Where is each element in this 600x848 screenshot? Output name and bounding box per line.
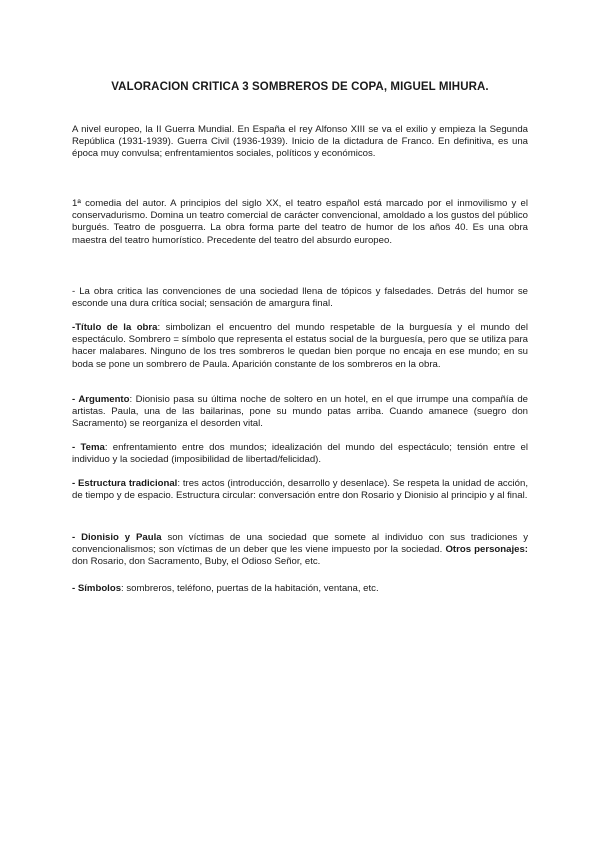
symbols-section	[72, 583, 528, 595]
structure-section	[72, 478, 528, 502]
title-section-text: : simbolizan el encuentro del mundo respetable de la burguesía y el mundo del espectáculo. Sombrero = símbolo que representa el estatus social de la burguesía, pero que se utiliza para hacer malabares. Ninguno de los tres sombreros le quedan bien porque no encaja en ese mundo; en su boda se pone un sombrero de Paula. Aparición constante de los sombreros en la obra.	[72, 322, 528, 370]
symbols-section-text: : sombreros, teléfono, puertas de la habitación, ventana, etc.	[121, 583, 379, 594]
characters-section	[72, 532, 528, 569]
argument-section-text: : Dionisio pasa su última noche de soltero en un hotel, en el que irrumpe una compañía de artistas. Paula, una de las bailarinas, pone su mundo patas arriba. Cuando amanece (suegro don Sacramento) se reorganiza el desorden vital.	[72, 394, 528, 430]
theme-section-text: : enfrentamiento entre dos mundos; idealización del mundo del espectáculo; tensión entre el individuo y la sociedad (imposibilidad de libertad/felicidad).	[72, 442, 528, 466]
structure-section-label: - Estructura tradicional	[72, 478, 178, 489]
structure-section-text: : tres actos (introducción, desarrollo y desenlace). Se respeta la unidad de acción, de tiempo y de espacio. Estructura circular: conversación entre don Rosario y Dionisio al principio y al final.	[72, 478, 528, 502]
characters-section-label: - Dionisio y Paula	[72, 532, 162, 543]
theme-section-label: - Tema	[72, 442, 105, 453]
title-section	[72, 322, 528, 371]
title-section-label: -Título de la obra	[72, 322, 158, 333]
critique-paragraph: - La obra critica las convenciones de una sociedad llena de tópicos y falsedades. Detrás del humor se esconde una dura crítica social; sensación de amargura final.	[72, 286, 528, 310]
argument-section	[72, 394, 528, 431]
theme-section	[72, 442, 528, 466]
other-characters-text: don Rosario, don Sacramento, Buby, el Odioso Señor, etc.	[72, 556, 321, 568]
document-title: VALORACION CRITICA 3 SOMBREROS DE COPA, MIGUEL MIHURA.	[111, 81, 489, 93]
symbols-section-label: - Símbolos	[72, 583, 122, 594]
argument-section-label: - Argumento	[72, 394, 130, 405]
characters-section-text: son víctimas de una sociedad que somete al individuo con sus tradiciones y convencionalismos; son víctimas de un deber que les viene impuesto por la sociedad.	[72, 532, 528, 556]
other-characters-label: Otros personajes:	[445, 544, 529, 556]
context-paragraph: A nivel europeo, la II Guerra Mundial. En España el rey Alfonso XIII se va el exilio y empieza la Segunda República (1931-1939). Guerra Civil (1936-1939). Inicio de la dictadura de Franco. En definitiva, es una época muy convulsa; enfrentamientos sociales, políticos y económicos.	[72, 124, 528, 160]
author-intro-paragraph: 1ª comedia del autor. A principios del siglo XX, el teatro español está marcado por el inmovilismo y el conservadurismo. Domina un teatro comercial de carácter convencional, amoldado a los gustos del público burgués. Teatro de posguerra. La obra forma parte del teatro de humor de los años 40. Es una obra maestra del teatro humorístico. Precedente del teatro del absurdo europeo.	[72, 198, 528, 246]
